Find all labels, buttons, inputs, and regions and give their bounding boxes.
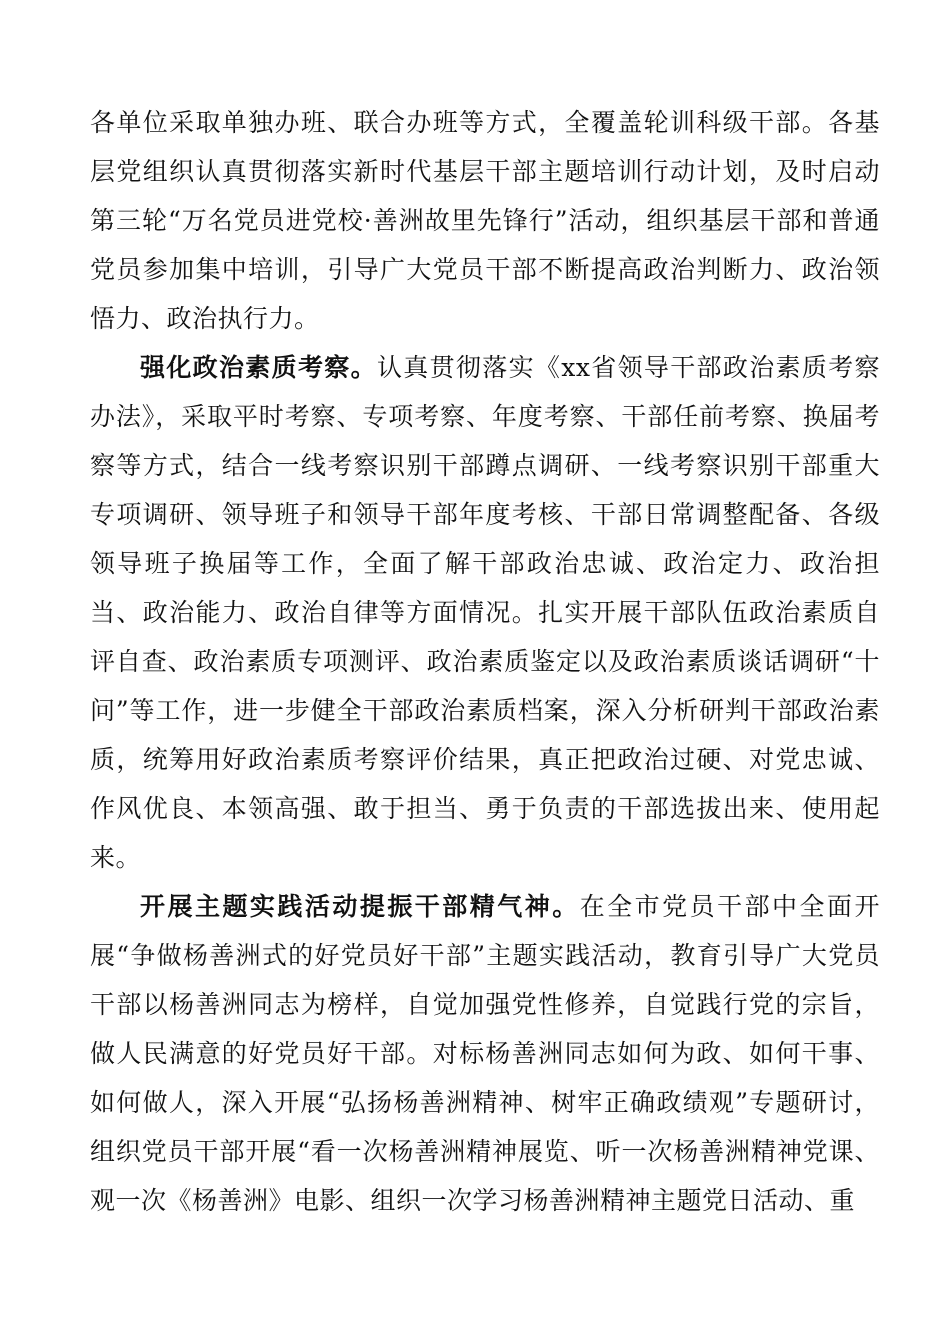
- paragraph-2-heading: 强化政治素质考察。: [140, 353, 377, 382]
- paragraph-1-text: 各单位采取单独办班、联合办班等方式，全覆盖轮训科级干部。各基层党组织认真贯彻落实新时代基层干部主题培训行动计划，及时启动第三轮“万名党员进党校·善洲故里先锋行”活动，组织基层干部和普通党员参加集中培训，引导广大党员干部不断提高政治判断力、政治领悟力、政治执行力。: [90, 108, 880, 333]
- paragraph-1: [90, 98, 880, 343]
- paragraph-3-heading: 开展主题实践活动提振干部精气神。: [140, 892, 580, 921]
- paragraph-2-text: 认真贯彻落实《xx省领导干部政治素质考察办法》，采取平时考察、专项考察、年度考察、干部任前考察、换届考察等方式，结合一线考察识别干部蹲点调研、一线考察识别干部重大专项调研、领导班子和领导干部年度考核、干部日常调整配备、各级领导班子换届等工作，全面了解干部政治忠诚、政治定力、政治担当、政治能力、政治自律等方面情况。扎实开展干部队伍政治素质自评自查、政治素质专项测评、政治素质鉴定以及政治素质谈话调研“十问”等工作，进一步健全干部政治素质档案，深入分析研判干部政治素质，统筹用好政治素质考察评价结果，真正把政治过硬、对党忠诚、作风优良、本领高强、敢于担当、勇于负责的干部选拔出来、使用起来。: [90, 353, 880, 872]
- paragraph-3-text: 在全市党员干部中全面开展“争做杨善洲式的好党员好干部”主题实践活动，教育引导广大党员干部以杨善洲同志为榜样，自觉加强党性修养，自觉践行党的宗旨，做人民满意的好党员好干部。对标杨善洲同志如何为政、如何干事、如何做人，深入开展“弘扬杨善洲精神、树牢正确政绩观”专题研讨，组织党员干部开展“看一次杨善洲精神展览、听一次杨善洲精神党课、观一次《杨善洲》电影、组织一次学习杨善洲精神主题党日活动、重: [90, 892, 880, 1215]
- document-body: [90, 98, 880, 1225]
- paragraph-2: [90, 343, 880, 882]
- paragraph-3: [90, 882, 880, 1225]
